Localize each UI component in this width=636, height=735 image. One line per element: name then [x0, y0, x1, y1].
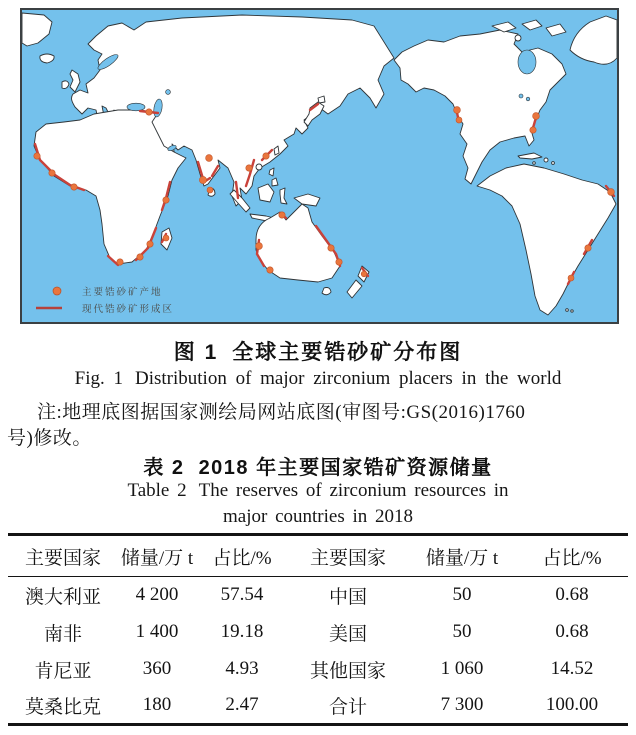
cell-country: 其他国家: [309, 660, 386, 682]
aral-sea: [166, 90, 171, 95]
island-jamaica: [533, 162, 536, 165]
col-header-country-right: 主要国家: [309, 547, 386, 569]
cell-share: 19.18: [220, 621, 264, 642]
table2-title-en-text: The reserves of zirconium resources in: [198, 480, 509, 501]
island-falkland-1: [566, 309, 569, 312]
great-lake-2: [526, 97, 530, 101]
table-row: [8, 688, 628, 725]
island-hainan: [256, 164, 262, 170]
figure1-note-line1: 注:地理底图据国家测绘局网站底图(审图号:GS(2016)1760: [37, 402, 526, 423]
col-header-share-right: 占比/%: [542, 547, 602, 569]
arctic-island-4: [515, 35, 521, 41]
cell-reserves: 50: [452, 584, 472, 606]
figure1-world-map: [20, 8, 619, 324]
island-hispaniola: [544, 158, 548, 162]
cell-share: 57.54: [220, 584, 264, 606]
col-header-share-left: 占比/%: [212, 547, 272, 569]
figure1-caption-zh-label: 图 1: [173, 341, 219, 364]
figure1-note-line2: 号)修改。: [7, 428, 92, 449]
table2-title-zh-text: 2018 年主要国家锆矿资源储量: [198, 457, 493, 479]
legend-placer-dot-icon: [53, 287, 61, 295]
table2-title-zh: [0, 451, 636, 480]
col-header-reserves-right: 储量/万 t: [425, 547, 499, 569]
figure1-caption-en-label: Fig. 1: [74, 368, 123, 389]
great-lake-1: [519, 94, 523, 98]
col-header-reserves-left: 储量/万 t: [120, 547, 194, 569]
cell-reserves: 1 400: [135, 621, 179, 642]
cell-reserves: 7 300: [440, 694, 484, 716]
cell-country: 南非: [43, 623, 82, 645]
cell-reserves: 180: [142, 694, 172, 716]
table-row: [8, 651, 628, 688]
table2-title-en-line2: major countries in 2018: [223, 506, 413, 527]
figure1-caption-en: [0, 368, 636, 390]
cell-share: 0.68: [555, 621, 589, 642]
cell-country: 中国: [328, 586, 367, 608]
cell-reserves: 360: [142, 658, 172, 679]
cell-country: 澳大利亚: [24, 586, 101, 608]
island-tasmania: [322, 288, 331, 295]
table2-title-en-label: Table 2: [127, 480, 187, 501]
figure1-caption-zh-text: 全球主要锆砂矿分布图: [232, 341, 463, 364]
cell-reserves: 4 200: [135, 584, 179, 606]
island-puerto-rico: [552, 162, 555, 165]
cell-share: 2.47: [225, 694, 259, 716]
figure1-caption-en-text: Distribution of major zirconium placers in the world: [134, 368, 562, 389]
cell-country: 肯尼亚: [34, 660, 92, 682]
cell-country: 莫桑比克: [24, 696, 101, 718]
table2-header-row: [8, 535, 628, 577]
cell-share: 4.93: [225, 658, 259, 679]
cell-share: 100.00: [545, 694, 599, 716]
table2-title-en-line1: [0, 480, 636, 502]
table2-reserves: [8, 533, 628, 726]
table-row: [8, 614, 628, 651]
cell-country: 合计: [328, 696, 367, 718]
island-falkland-2: [571, 310, 573, 312]
table-row: [8, 577, 628, 614]
black-sea: [127, 103, 145, 111]
cell-reserves: 1 060: [440, 658, 484, 679]
figure1-caption-zh: [0, 336, 636, 366]
cell-reserves: 50: [452, 621, 472, 642]
world-map-svg: [22, 10, 617, 322]
cell-share: 0.68: [555, 584, 589, 606]
cell-share: 14.52: [550, 658, 594, 679]
legend-placer-label: 主要锆砂矿产地: [82, 287, 163, 298]
hudson-bay: [518, 50, 536, 74]
legend-formation-label: 现代锆砂矿形成区: [82, 304, 175, 315]
col-header-country-left: 主要国家: [24, 547, 101, 569]
cell-country: 美国: [328, 623, 367, 645]
table2-title-zh-label: 表 2: [143, 457, 185, 479]
